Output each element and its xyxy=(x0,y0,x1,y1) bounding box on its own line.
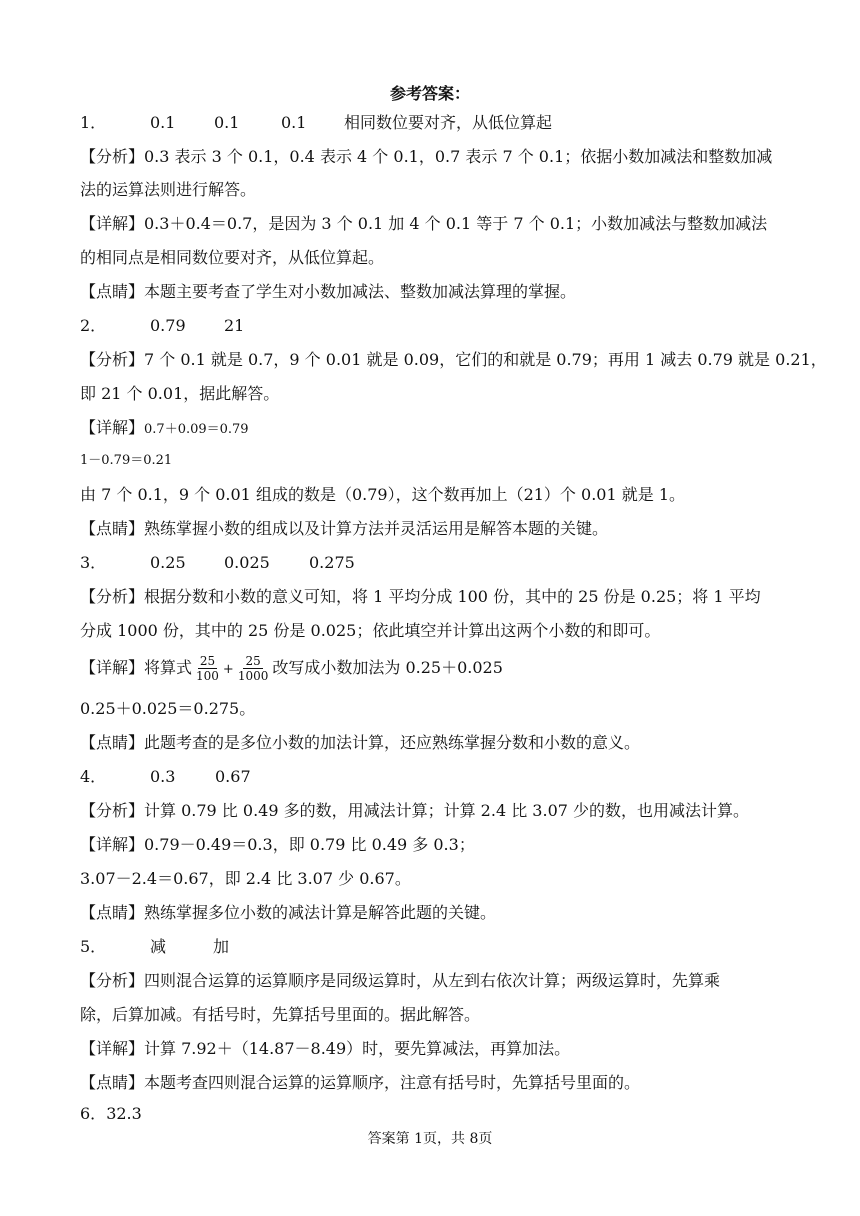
q3-answer-2: 0.025 xyxy=(224,553,270,572)
q3-fraction-1 xyxy=(194,654,221,683)
q4-detail-line-2: 3.07－2.4＝0.67，即 2.4 比 3.07 少 0.67。 xyxy=(80,869,411,888)
q1-analysis-line-1: 【分析】0.3 表示 3 个 0.1，0.4 表示 4 个 0.1，0.7 表示 7 个 0.1；依据小数加减法和整数加减 xyxy=(80,147,773,166)
q3-fraction-1-denominator: 100 xyxy=(196,669,219,683)
q4-comment: 【点睛】熟练掌握多位小数的减法计算是解答此题的关键。 xyxy=(80,903,497,922)
q3-fraction-2 xyxy=(236,654,271,683)
q2-detail-line-3: 由 7 个 0.1，9 个 0.01 组成的数是（0.79），这个数再加上（21）个 0.01 就是 1。 xyxy=(80,485,685,504)
q3-detail-line-1 xyxy=(80,652,780,688)
page-footer: 答案第 1页，共 8页 xyxy=(367,1131,493,1147)
q5-answer-line xyxy=(80,937,780,957)
q3-number: 3． xyxy=(80,553,107,572)
q3-detail-line-2: 0.25＋0.025＝0.275。 xyxy=(80,699,256,718)
q6-number: 6． xyxy=(80,1104,107,1123)
q4-answer-line xyxy=(80,767,780,787)
q2-answer-line xyxy=(80,316,780,336)
q5-number: 5． xyxy=(80,937,107,956)
q3-analysis-line-2: 分成 1000 份，其中的 25 份是 0.025；依此填空并计算出这两个小数的和即可。 xyxy=(80,621,661,640)
q1-answer-2: 0.1 xyxy=(214,113,240,132)
q2-analysis-line-1: 【分析】7 个 0.1 就是 0.7，9 个 0.01 就是 0.09，它们的和就是 0.79；再用 1 减去 0.79 就是 0.21， xyxy=(80,350,827,369)
q1-answer-3: 0.1 xyxy=(281,113,307,132)
q3-answer-line xyxy=(80,553,780,573)
q5-analysis-line-1: 【分析】四则混合运算的运算顺序是同级运算时，从左到右依次计算；两级运算时，先算乘 xyxy=(80,971,721,990)
q3-detail-prefix: 【详解】将算式 xyxy=(80,658,193,677)
q5-detail-line-1: 【详解】计算 7.92＋（14.87－8.49）时，要先算减法，再算加法。 xyxy=(80,1039,571,1058)
q3-fraction-2-numerator: 25 xyxy=(245,654,261,668)
q2-detail-label: 【详解】 xyxy=(80,418,145,437)
q2-number: 2． xyxy=(80,316,107,335)
q4-detail-line-1: 【详解】0.79－0.49＝0.3，即 0.79 比 0.49 多 0.3； xyxy=(80,835,475,854)
q2-analysis-line-2: 即 21 个 0.01，据此解答。 xyxy=(80,384,280,403)
q5-analysis-line-2: 除，后算加减。有括号时，先算括号里面的。据此解答。 xyxy=(80,1005,481,1024)
q2-answer-2: 21 xyxy=(224,316,245,335)
q2-detail-equation-1: 0.7＋0.09＝0.79 xyxy=(144,422,249,437)
q4-analysis-line-1: 【分析】计算 0.79 比 0.49 多的数，用减法计算；计算 2.4 比 3.07 少的数，也用减法计算。 xyxy=(80,801,750,820)
q2-answer-1: 0.79 xyxy=(150,316,186,335)
q1-analysis-line-2: 法的运算法则进行解答。 xyxy=(80,180,257,199)
q2-detail-equation-2: 1－0.79＝0.21 xyxy=(80,453,173,468)
q1-comment: 【点睛】本题主要考查了学生对小数加减法、整数加减法算理的掌握。 xyxy=(80,282,577,301)
q5-comment: 【点睛】本题考查四则混合运算的运算顺序，注意有括号时，先算括号里面的。 xyxy=(80,1073,641,1092)
q4-number: 4． xyxy=(80,767,107,786)
q1-detail-line-1: 【详解】0.3＋0.4＝0.7，是因为 3 个 0.1 加 4 个 0.1 等于 7 个 0.1；小数加减法与整数加减法 xyxy=(80,214,768,233)
q3-comment: 【点睛】此题考查的是多位小数的加法计算，还应熟练掌握分数和小数的意义。 xyxy=(80,733,641,752)
q3-answer-1: 0.25 xyxy=(150,553,186,572)
q2-detail-line-1 xyxy=(80,418,780,440)
q3-analysis-line-1: 【分析】根据分数和小数的意义可知，将 1 平均分成 100 份，其中的 25 份是 0.25；将 1 平均 xyxy=(80,587,761,606)
page-title: 参考答案： xyxy=(389,84,470,103)
q3-plus-sign: + xyxy=(222,662,234,677)
q1-answer-1: 0.1 xyxy=(150,113,176,132)
q3-fraction-1-numerator: 25 xyxy=(199,654,216,668)
q4-answer-2: 0.67 xyxy=(215,767,251,786)
q5-answer-1: 减 xyxy=(150,937,167,956)
q5-answer-2: 加 xyxy=(213,937,230,956)
q6-answer: 32.3 xyxy=(106,1104,142,1123)
q3-fraction-2-denominator: 1000 xyxy=(237,669,269,683)
q1-answer-line xyxy=(80,113,780,133)
q1-detail-line-2: 的相同点是相同数位要对齐，从低位算起。 xyxy=(80,248,385,267)
q3-answer-3: 0.275 xyxy=(309,553,355,572)
q1-answer-4: 相同数位要对齐，从低位算起 xyxy=(344,113,553,132)
q4-answer-1: 0.3 xyxy=(150,767,176,786)
q1-number: 1． xyxy=(80,113,107,132)
q2-comment: 【点睛】熟练掌握小数的组成以及计算方法并灵活运用是解答本题的关键。 xyxy=(80,519,609,538)
q6-answer-line xyxy=(80,1104,780,1124)
q3-detail-suffix: 改写成小数加法为 0.25＋0.025 xyxy=(272,658,503,677)
